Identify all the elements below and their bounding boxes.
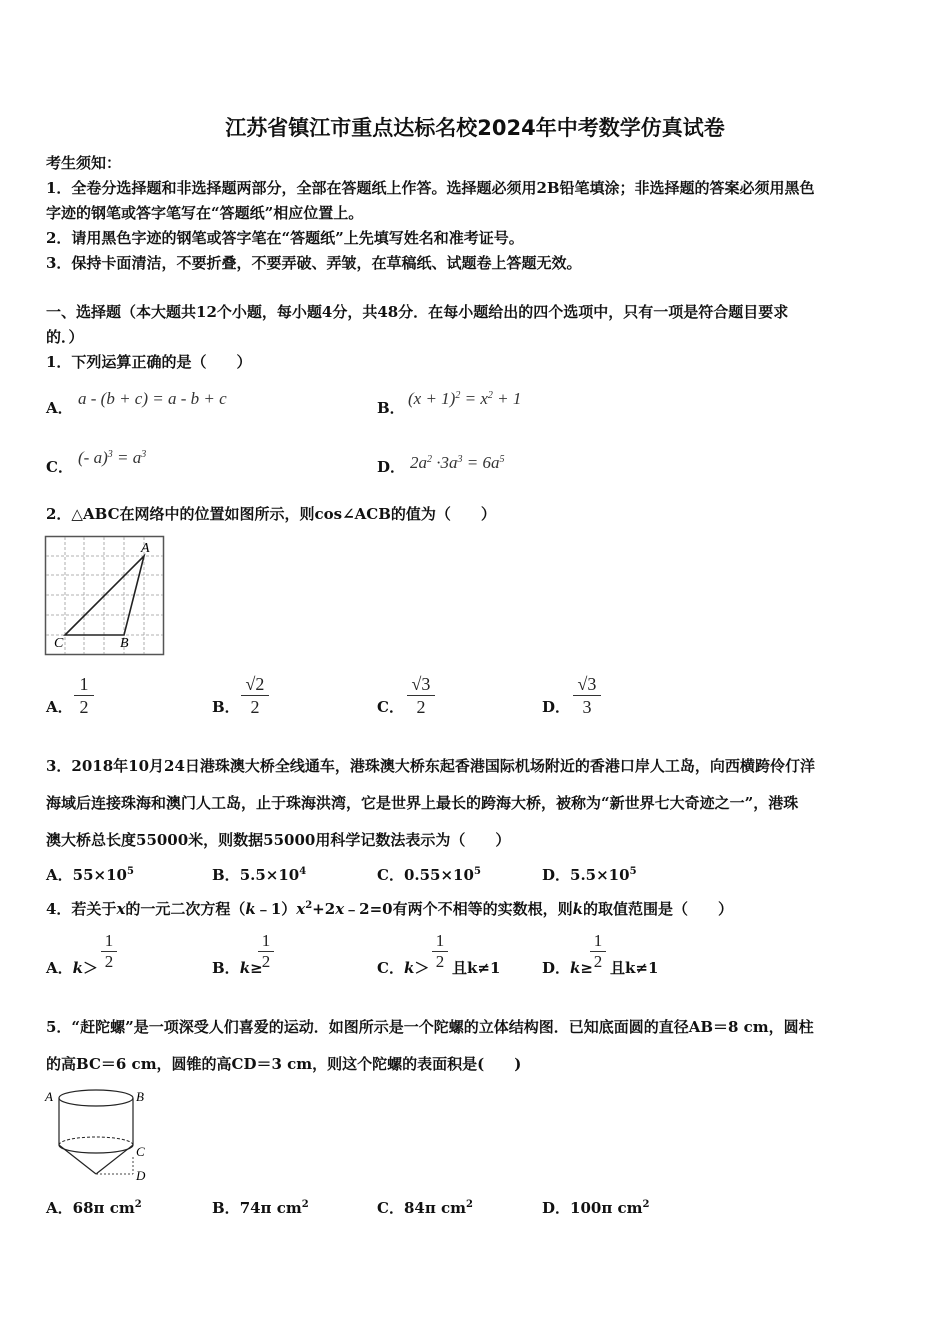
q4-option-d: D．k≥ (542, 959, 593, 977)
top-ellipse (59, 1090, 133, 1106)
q4-option-a: A．k＞ (46, 959, 99, 977)
q4-option-b-frac: $\frac{1}{2}$ (258, 931, 274, 972)
q5-option-b: B．74π $cm^2$ (212, 1199, 309, 1217)
notice-line-1b: 字迹的钢笔或答字笔写在“答题纸”相应位置上。 (46, 204, 364, 222)
q4-option-d-frac: $\frac{1}{2}$ (590, 931, 606, 972)
notice-line-3: 3．保持卡面清洁，不要折叠，不要弄破、弄皱，在草稿纸、试题卷上答题无效。 (46, 254, 582, 272)
q3-option-a: A．$55\times 10^5$ (46, 866, 134, 884)
vertex-label-b: B (120, 636, 129, 651)
notice-heading: 考生须知： (46, 154, 122, 172)
bottom-ellipse-front (59, 1145, 133, 1153)
q1-stem: 1．下列运算正确的是（ ） (46, 353, 252, 371)
q5-stem-line-2: 的高BC＝6 cm，圆锥的高CD＝3 cm，则这个陀螺的表面积是( ) (46, 1055, 522, 1073)
label-d: D (136, 1168, 146, 1183)
q4-stem: 4．若关于x的一元二次方程$(k﹣1)x^2+2x﹣2=0$有两个不相等的实数根，则k的取值范围是（ ） (46, 900, 734, 918)
q5-top-figure (40, 1086, 160, 1186)
q4-option-c: C．k＞ (377, 959, 430, 977)
q1-option-a-label: A． (46, 399, 73, 417)
q4-option-a-frac: $\frac{1}{2}$ (101, 931, 117, 972)
q2-option-a-frac: $\frac{1}{2}$ (74, 673, 94, 718)
page-title: 江苏省镇江市重点达标名校2024年中考数学仿真试卷 (225, 116, 725, 140)
q3-stem-line-2: 海域后连接珠海和澳门人工岛，止于珠海洪湾，它是世界上最长的跨海大桥，被称为“新世界七大奇迹之一”，港珠 (46, 794, 799, 812)
q2-stem: 2．△ABC在网络中的位置如图所示，则cos∠ACB的值为（ ） (46, 505, 496, 523)
q3-option-c: C．$0.55\times 10^5$ (377, 866, 481, 884)
q2-option-b-label: B． (212, 698, 240, 716)
notice-line-2: 2．请用黑色字迹的钢笔或答字笔在“答题纸”上先填写姓名和准考证号。 (46, 229, 524, 247)
q2-grid-figure (44, 535, 168, 659)
q4-option-b: B．k≥ (212, 959, 263, 977)
q2-option-a-label: A． (46, 698, 73, 716)
section-header-line-2: 的．） (46, 328, 84, 346)
notice-line-1: 1．全卷分选择题和非选择题两部分，全部在答题纸上作答。选择题必须用2B铅笔填涂；非选择题的答案必须用黑色 (46, 179, 815, 197)
q3-stem-line-1: 3．2018年10月24日港珠澳大桥全线通车，港珠澳大桥东起香港国际机场附近的香港口岸人工岛，向西横跨伶仃洋 (46, 757, 815, 775)
q1-option-b-expr: $(x + 1)^2 = x^2 + 1$ (408, 389, 522, 408)
bottom-ellipse-back (59, 1137, 133, 1145)
q5-stem-line-1: 5．“赶陀螺”是一项深受人们喜爱的运动．如图所示是一个陀螺的立体结构图．已知底面圆的直径AB＝8 cm，圆柱 (46, 1018, 814, 1036)
q3-option-d: D．$5.5\times 10^5$ (542, 866, 637, 884)
label-b: B (136, 1089, 144, 1104)
cone-right-edge (96, 1145, 133, 1174)
q1-option-a-expr: a - (b + c) = a - b + c (78, 389, 227, 408)
q1-option-d-expr: $2a^2 \cdot 3a^3 = 6a^5$ (410, 453, 505, 472)
q5-option-c: C．84π $cm^2$ (377, 1199, 474, 1217)
q3-option-b: B．$5.5\times 10^4$ (212, 866, 307, 884)
label-a: A (45, 1089, 53, 1104)
vertex-label-c: C (54, 636, 64, 651)
q2-option-b-frac: $\frac{√2}{2}$ (241, 673, 269, 718)
q2-option-d-label: D． (542, 698, 571, 716)
q1-option-c-expr: (- $a)^3 = a^3$ (78, 448, 147, 467)
q4-option-d-tail: 且k≠1 (610, 959, 659, 977)
cone-left-edge (59, 1145, 96, 1174)
q3-stem-line-3: 澳大桥总长度55000米，则数据55000用科学记数法表示为（ ） (46, 831, 511, 849)
q4-option-c-tail: 且k≠1 (452, 959, 501, 977)
vertex-label-a: A (141, 541, 150, 556)
q5-option-d: D．100π $cm^2$ (542, 1199, 650, 1217)
q4-option-c-frac: $\frac{1}{2}$ (432, 931, 448, 972)
label-c: C (136, 1144, 145, 1159)
section-header-line-1: 一、选择题（本大题共12个小题，每小题4分，共48分．在每小题给出的四个选项中，只有一项是符合题目要求 (46, 303, 789, 321)
q2-option-c-label: C． (377, 698, 404, 716)
q1-option-b-label: B． (377, 399, 405, 417)
q2-option-c-frac: $\frac{√3}{2}$ (407, 673, 435, 718)
triangle-abc (65, 556, 144, 635)
q1-option-d-label: D． (377, 458, 406, 476)
q5-option-a: A．68π $cm^2$ (46, 1199, 142, 1217)
q2-option-d-frac: $\frac{√3}{3}$ (573, 673, 601, 718)
q1-option-c-label: C． (46, 458, 73, 476)
